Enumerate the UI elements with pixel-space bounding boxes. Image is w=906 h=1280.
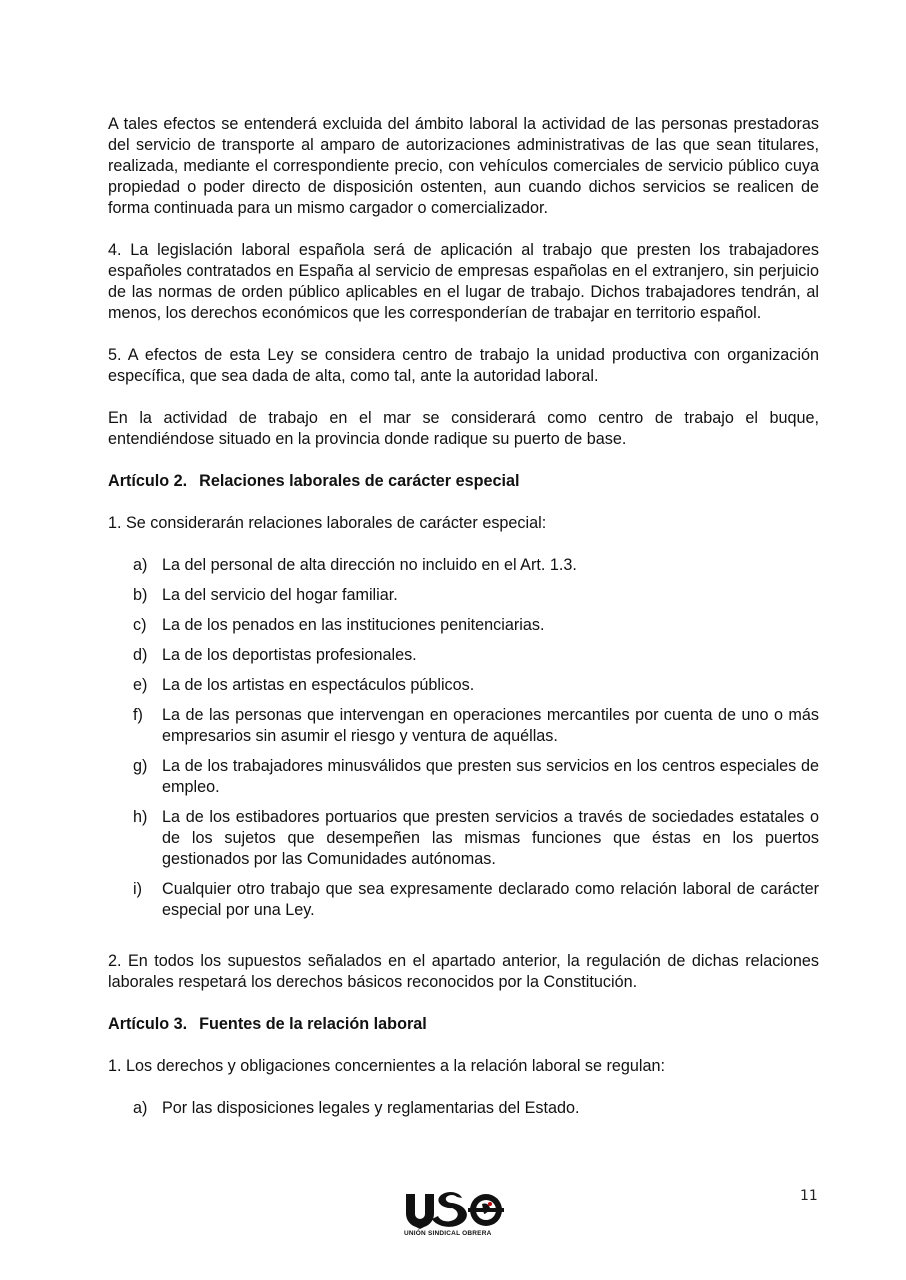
article-2-heading: Artículo 2. Relaciones laborales de carácter especial <box>108 472 520 490</box>
logo-subtitle: UNIÓN SINDICAL OBRERA <box>404 1230 492 1237</box>
list-item: h) La de los estibadores portuarios que presten servicios a través de sociedades estatales o de los sujetos que desempeñen las mismas funciones que éstas en los puertos gestionados por las Comunidades autónomas. <box>133 808 819 868</box>
article-3-heading: Artículo 3. Fuentes de la relación laboral <box>108 1015 427 1033</box>
page-number: 11 <box>800 1188 818 1204</box>
paragraph: 2. En todos los supuestos señalados en el apartado anterior, la regulación de dichas relaciones laborales respetará los derechos básicos reconocidos por la Constitución. <box>108 952 819 991</box>
list-item: g) La de los trabajadores minusválidos que presten sus servicios en los centros especiales de empleo. <box>133 757 819 796</box>
list-item: c) La de los penados en las instituciones penitenciarias. <box>133 616 545 634</box>
uso-logo-icon <box>404 1190 504 1230</box>
document-body <box>108 114 819 1149</box>
paragraph: 1. Los derechos y obligaciones concernientes a la relación laboral se regulan: <box>108 1057 666 1075</box>
paragraph: En la actividad de trabajo en el mar se considerará como centro de trabajo el buque, entendiéndose situado en la provincia donde radique su puerto de base. <box>108 409 819 448</box>
list-item: b) La del servicio del hogar familiar. <box>133 586 398 604</box>
paragraph: 1. Se considerarán relaciones laborales de carácter especial: <box>108 514 547 532</box>
paragraph: 5. A efectos de esta Ley se considera centro de trabajo la unidad productiva con organización específica, que sea dada de alta, como tal, ante la autoridad laboral. <box>108 346 819 385</box>
list-item: e) La de los artistas en espectáculos públicos. <box>133 676 475 694</box>
list-item: a) Por las disposiciones legales y reglamentarias del Estado. <box>133 1099 580 1117</box>
paragraph: 4. La legislación laboral española será de aplicación al trabajo que presten los trabajadores españoles contratados en España al servicio de empresas españolas en el extranjero, sin perjuicio de las normas de orden público aplicables en el lugar de trabajo. Dichos trabajadores tendrán, al menos, los derechos económicos que les corresponderían de trabajar en territorio español. <box>108 241 819 322</box>
article-3-list <box>108 1098 819 1119</box>
list-item: a) La del personal de alta dirección no incluido en el Art. 1.3. <box>133 556 577 574</box>
list-item: i) Cualquier otro trabajo que sea expresamente declarado como relación laboral de carácter especial por una Ley. <box>133 880 819 919</box>
list-item: d) La de los deportistas profesionales. <box>133 646 417 664</box>
list-item: f) La de las personas que intervengan en operaciones mercantiles por cuenta de uno o más empresarios sin asumir el riesgo y ventura de aquéllas. <box>133 706 819 745</box>
article-2-list <box>108 555 819 921</box>
uso-logo <box>404 1190 504 1238</box>
paragraph: A tales efectos se entenderá excluida del ámbito laboral la actividad de las personas prestadoras del servicio de transporte al amparo de autorizaciones administrativas de las que sean titulares, realizada, mediante el correspondiente precio, con vehículos comerciales de servicio público cuya propiedad o poder directo de disposición ostenten, aun cuando dichos servicios se realicen de forma continuada para un mismo cargador o comercializador. <box>108 115 819 217</box>
